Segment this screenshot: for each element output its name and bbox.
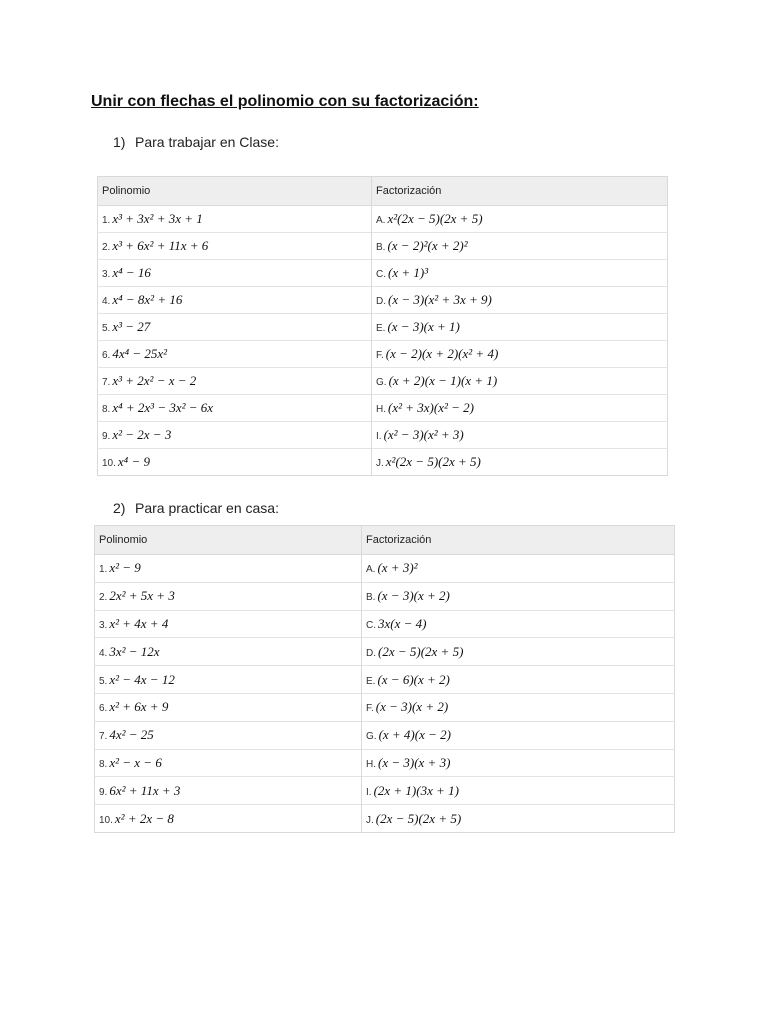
factorization-cell xyxy=(362,610,675,638)
factorization-letter: A. xyxy=(376,215,386,226)
polynomial-cell xyxy=(98,449,372,476)
factorization-expression: (x² + 3x)(x² − 2) xyxy=(388,400,474,415)
polynomial-number: 7. xyxy=(102,377,111,388)
polynomial-cell xyxy=(95,638,362,666)
factorization-letter: J. xyxy=(376,458,384,469)
polynomial-cell xyxy=(98,233,372,260)
factorization-letter: B. xyxy=(376,242,386,253)
factorization-cell xyxy=(372,422,668,449)
factorization-expression: (2x − 5)(2x + 5) xyxy=(378,643,464,659)
table-row xyxy=(95,777,675,805)
table-row xyxy=(98,368,668,395)
factorization-letter: G. xyxy=(376,377,387,388)
factorization-letter: I. xyxy=(376,431,382,442)
polynomial-cell xyxy=(95,805,362,833)
polynomial-number: 10. xyxy=(102,458,116,469)
section-2-heading xyxy=(113,500,279,516)
factorization-letter: F. xyxy=(366,703,374,715)
factorization-letter: H. xyxy=(366,758,376,770)
factorization-expression: (x + 2)(x − 1)(x + 1) xyxy=(388,373,498,388)
factorization-expression: (2x − 5)(2x + 5) xyxy=(375,810,462,826)
factorization-letter: E. xyxy=(366,675,376,687)
factorization-cell xyxy=(372,449,668,476)
polynomial-number: 5. xyxy=(102,323,111,334)
polynomial-cell xyxy=(95,693,362,721)
polynomial-cell xyxy=(95,777,362,805)
factorization-expression: (x − 3)(x + 2) xyxy=(375,699,449,715)
factorization-cell xyxy=(362,777,675,805)
table-row xyxy=(98,260,668,287)
polynomial-cell xyxy=(98,341,372,368)
polynomial-number: 3. xyxy=(102,269,111,280)
table-row xyxy=(95,666,675,694)
factorization-cell xyxy=(372,395,668,422)
polynomial-expression: x² − 9 xyxy=(109,560,141,576)
polynomial-expression: x³ + 2x² − x − 2 xyxy=(112,373,197,388)
table-row xyxy=(98,314,668,341)
factorization-expression: x²(2x − 5)(2x + 5) xyxy=(385,454,481,469)
factorization-cell xyxy=(362,666,675,694)
polynomial-cell xyxy=(98,206,372,233)
polynomial-expression: 4x² − 25 xyxy=(109,727,154,743)
factorization-cell xyxy=(362,721,675,749)
table-row xyxy=(95,555,675,583)
polynomial-cell xyxy=(95,749,362,777)
factorization-cell xyxy=(362,638,675,666)
table-row xyxy=(98,449,668,476)
factorization-cell xyxy=(372,260,668,287)
section-1-title: Para trabajar en Clase: xyxy=(135,134,279,150)
polynomial-expression: x² − 2x − 3 xyxy=(112,427,172,442)
polynomial-number: 1. xyxy=(99,564,108,576)
polynomial-expression: 2x² + 5x + 3 xyxy=(109,588,175,604)
table-row xyxy=(98,422,668,449)
factorization-expression: (x + 1)³ xyxy=(388,265,429,280)
table-row xyxy=(95,693,675,721)
polynomial-expression: x⁴ + 2x³ − 3x² − 6x xyxy=(112,400,214,415)
factorization-letter: C. xyxy=(366,619,376,631)
table-row xyxy=(98,233,668,260)
table-row xyxy=(95,582,675,610)
factorization-letter: I. xyxy=(366,786,372,798)
polynomial-expression: 3x² − 12x xyxy=(109,643,160,659)
factorization-cell xyxy=(372,287,668,314)
factorization-cell xyxy=(362,749,675,777)
polynomial-cell xyxy=(95,610,362,638)
factorization-cell xyxy=(372,206,668,233)
header-factorizacion: Factorización xyxy=(372,177,668,206)
polynomial-cell xyxy=(98,395,372,422)
section-2-number: 2) xyxy=(113,500,126,516)
header-polinomio: Polinomio xyxy=(98,177,372,206)
polynomial-number: 4. xyxy=(102,296,111,307)
polynomial-number: 5. xyxy=(99,675,108,687)
polynomial-expression: 4x⁴ − 25x² xyxy=(112,346,168,361)
factorization-expression: (x − 3)(x + 1) xyxy=(387,319,460,334)
factorization-expression: 3x(x − 4) xyxy=(378,615,427,631)
section-2-title: Para practicar en casa: xyxy=(135,500,279,516)
polynomial-expression: x² − 4x − 12 xyxy=(109,671,175,687)
factorization-expression: (x + 3)² xyxy=(377,560,418,576)
table-row xyxy=(95,749,675,777)
factorization-cell xyxy=(362,555,675,583)
factorization-expression: (x − 2)²(x + 2)² xyxy=(387,238,468,253)
factorization-expression: (x − 3)(x + 3) xyxy=(378,754,451,770)
factorization-expression: (x² − 3)(x² + 3) xyxy=(383,427,464,442)
polynomial-cell xyxy=(98,287,372,314)
polynomial-expression: x³ − 27 xyxy=(112,319,151,334)
factorization-letter: H. xyxy=(376,404,386,415)
polynomial-number: 10. xyxy=(99,814,113,826)
polynomial-number: 6. xyxy=(102,350,111,361)
polynomial-number: 8. xyxy=(102,404,111,415)
section-1-number: 1) xyxy=(113,134,126,150)
polynomial-number: 4. xyxy=(99,647,108,659)
polynomial-cell xyxy=(95,555,362,583)
factorization-expression: (2x + 1)(3x + 1) xyxy=(373,782,459,798)
table-row xyxy=(95,638,675,666)
polynomial-number: 9. xyxy=(102,431,111,442)
factorization-letter: J. xyxy=(366,814,374,826)
polynomial-number: 7. xyxy=(99,731,108,743)
table-header-row xyxy=(98,177,668,206)
polynomial-number: 2. xyxy=(99,592,108,604)
polynomial-expression: x⁴ − 8x² + 16 xyxy=(112,292,183,307)
factorization-cell xyxy=(362,805,675,833)
home-practice-table xyxy=(94,525,675,833)
factorization-letter: D. xyxy=(376,296,386,307)
factorization-expression: (x + 4)(x − 2) xyxy=(378,727,451,743)
factorization-letter: C. xyxy=(376,269,386,280)
polynomial-number: 1. xyxy=(102,215,111,226)
section-1-heading xyxy=(113,134,279,150)
polynomial-expression: x³ + 6x² + 11x + 6 xyxy=(112,238,209,253)
header-factorizacion: Factorización xyxy=(362,526,675,555)
polynomial-expression: 6x² + 11x + 3 xyxy=(109,782,181,798)
table-row xyxy=(95,805,675,833)
polynomial-number: 2. xyxy=(102,242,111,253)
table-row xyxy=(95,721,675,749)
table-row xyxy=(95,610,675,638)
factorization-cell xyxy=(362,693,675,721)
polynomial-number: 8. xyxy=(99,758,108,770)
table-row xyxy=(98,287,668,314)
polynomial-expression: x² + 4x + 4 xyxy=(109,615,169,631)
table-header-row xyxy=(95,526,675,555)
factorization-cell xyxy=(362,582,675,610)
polynomial-expression: x² + 6x + 9 xyxy=(109,699,169,715)
factorization-expression: x²(2x − 5)(2x + 5) xyxy=(387,211,483,226)
factorization-letter: A. xyxy=(366,564,376,576)
class-exercise-table xyxy=(97,176,668,476)
polynomial-number: 3. xyxy=(99,619,108,631)
polynomial-expression: x² + 2x − 8 xyxy=(114,810,174,826)
factorization-letter: G. xyxy=(366,731,377,743)
polynomial-expression: x² − x − 6 xyxy=(109,754,162,770)
table-row xyxy=(98,341,668,368)
factorization-letter: D. xyxy=(366,647,376,659)
polynomial-cell xyxy=(98,368,372,395)
factorization-expression: (x − 2)(x + 2)(x² + 4) xyxy=(385,346,499,361)
factorization-cell xyxy=(372,341,668,368)
page-title: Unir con flechas el polinomio con su factorización: xyxy=(91,93,479,110)
polynomial-expression: x⁴ − 9 xyxy=(117,454,150,469)
table-row xyxy=(98,206,668,233)
factorization-letter: E. xyxy=(376,323,386,334)
factorization-expression: (x − 3)(x + 2) xyxy=(377,588,450,604)
factorization-expression: (x − 3)(x² + 3x + 9) xyxy=(388,292,492,307)
factorization-letter: F. xyxy=(376,350,384,361)
polynomial-cell xyxy=(98,422,372,449)
polynomial-expression: x⁴ − 16 xyxy=(112,265,151,280)
polynomial-number: 9. xyxy=(99,786,108,798)
polynomial-cell xyxy=(98,314,372,341)
factorization-cell xyxy=(372,233,668,260)
factorization-cell xyxy=(372,368,668,395)
factorization-cell xyxy=(372,314,668,341)
table-row xyxy=(98,395,668,422)
polynomial-expression: x³ + 3x² + 3x + 1 xyxy=(112,211,203,226)
polynomial-cell xyxy=(95,582,362,610)
polynomial-cell xyxy=(98,260,372,287)
polynomial-cell xyxy=(95,666,362,694)
factorization-letter: B. xyxy=(366,592,376,604)
factorization-expression: (x − 6)(x + 2) xyxy=(377,671,450,687)
polynomial-cell xyxy=(95,721,362,749)
polynomial-number: 6. xyxy=(99,703,108,715)
header-polinomio: Polinomio xyxy=(95,526,362,555)
